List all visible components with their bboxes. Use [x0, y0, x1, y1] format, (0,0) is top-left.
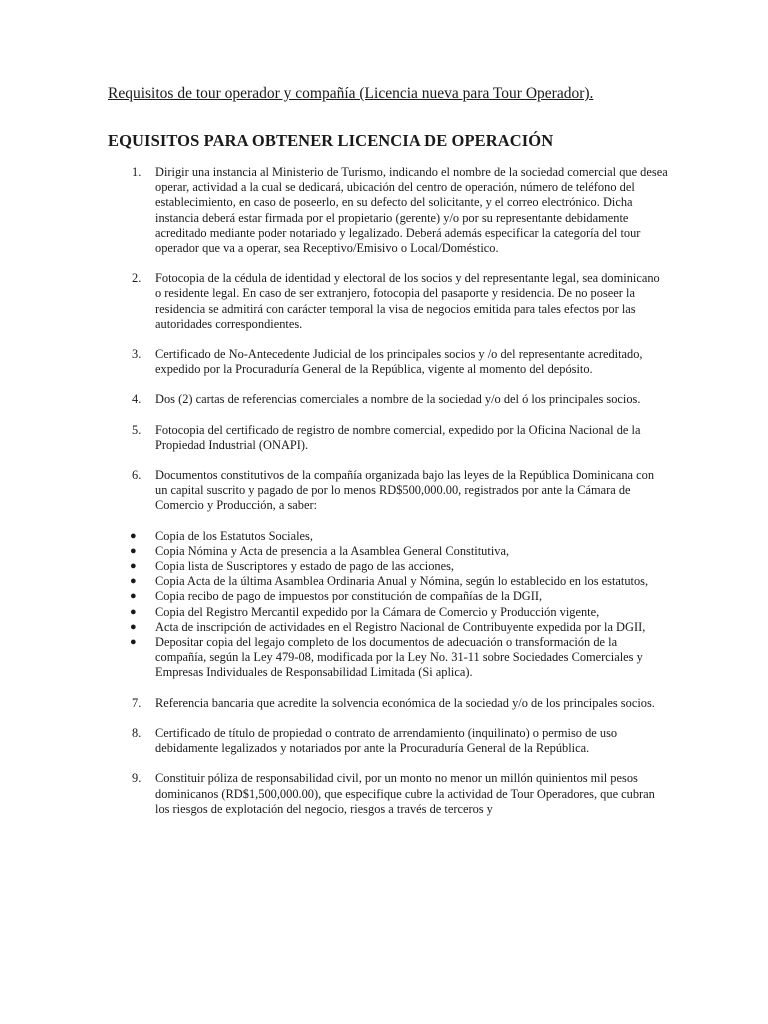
requirement-item-9	[108, 771, 668, 817]
bullet-item	[108, 559, 668, 574]
item-text: Dirigir una instancia al Ministerio de Turismo, indicando el nombre de la sociedad comercial que desea operar, actividad a la cual se dedicará, ubicación del centro de operación, número de teléfono del establecimiento, en caso de poseerlo, en su defecto del solicitante, y el correo electrónico. Dicha instancia deberá estar firmada por el propietario (gerente) y/o por su representante debidamente acreditado mediante poder notariado y legalizado. Deberá además especificar la categoría del tour operador que va a operar, sea Receptivo/Emisivo o Local/Doméstico.	[155, 165, 668, 256]
item-number: 6.	[132, 468, 142, 483]
item-number: 4.	[132, 392, 142, 407]
item-text: Dos (2) cartas de referencias comerciales a nombre de la sociedad y/o del ó los principales socios.	[155, 392, 641, 407]
item-text: Fotocopia del certificado de registro de nombre comercial, expedido por la Oficina Nacional de la Propiedad Industrial (ONAPI).	[155, 422, 641, 452]
bullet-icon: ●	[130, 636, 137, 649]
requirement-item-5	[108, 423, 668, 453]
bullet-text: Copia del Registro Mercantil expedido por la Cámara de Comercio y Producción vigente,	[155, 604, 600, 619]
item-text: Documentos constitutivos de la compañía organizada bajo las leyes de la República Dominicana con un capital suscrito y pagado de por lo menos RD$500,000.00, registrados por ante la Cámara de Comercio y Producción, a saber:	[155, 468, 655, 513]
bullet-text: Copia recibo de pago de impuestos por constitución de compañías de la DGII,	[155, 589, 543, 604]
requirement-item-1	[108, 165, 668, 256]
bullet-text: Copia de los Estatutos Sociales,	[155, 528, 313, 543]
bullet-list	[108, 529, 668, 681]
bullet-item	[108, 620, 668, 635]
bullet-icon: ●	[130, 529, 137, 542]
bullet-item	[108, 635, 668, 681]
item-text: Fotocopia de la cédula de identidad y electoral de los socios y del representante legal, sea dominicano o residente legal. En caso de ser extranjero, fotocopia del pasaporte y residencia. De no poseer la residencia se admitirá con carácter temporal la visa de negocios emitida para tales efectos por las autoridades correspondientes.	[155, 271, 660, 331]
item-number: 3.	[132, 347, 142, 362]
bullet-text: Copia Nómina y Acta de presencia a la Asamblea General Constitutiva,	[155, 543, 510, 558]
document-title: Requisitos de tour operador y compañía (Licencia nueva para Tour Operador).	[108, 85, 594, 102]
item-number: 5.	[132, 422, 142, 437]
item-number: 7.	[132, 695, 142, 710]
bullet-text: Copia lista de Suscriptores y estado de pago de las acciones,	[155, 559, 455, 574]
requirement-item-6	[108, 468, 668, 514]
bullet-icon: ●	[130, 590, 137, 603]
bullet-item	[108, 589, 668, 604]
requirement-item-7	[108, 696, 668, 711]
bullet-item	[108, 529, 668, 544]
requirement-item-8	[108, 726, 668, 756]
bullet-text: Depositar copia del legajo completo de los documentos de adecuación o transformación de la compañía, según la Ley 479-08, modificada por la Ley No. 31-11 sobre Sociedades Comerciales y Empresas Individuales de Responsabilidad Limitada (Si aplica).	[155, 635, 643, 680]
section-heading: EQUISITOS PARA OBTENER LICENCIA DE OPERACIÓN	[108, 131, 554, 150]
bullet-text: Copia Acta de la última Asamblea Ordinaria Anual y Nómina, según lo establecido en los estatutos,	[155, 574, 649, 589]
bullet-item	[108, 574, 668, 589]
bullet-item	[108, 605, 668, 620]
item-text: Constituir póliza de responsabilidad civil, por un monto no menor un millón quinientos mil pesos dominicanos (RD$1,500,000.00), que especifique cubre la actividad de Tour Operadores, que cubran los riesgos de explotación del negocio, riesgos a través de terceros y	[155, 771, 655, 816]
item-number: 1.	[132, 165, 142, 179]
bullet-icon: ●	[130, 620, 137, 633]
bullet-icon: ●	[130, 544, 137, 557]
requirements-list	[108, 165, 668, 817]
item-number: 2.	[132, 271, 142, 286]
requirement-item-4	[108, 392, 668, 407]
item-text: Referencia bancaria que acredite la solvencia económica de la sociedad y/o de los principales socios.	[155, 695, 655, 710]
requirement-item-2	[108, 271, 668, 332]
bullet-text: Acta de inscripción de actividades en el Registro Nacional de Contribuyente expedida por la DGII,	[155, 619, 646, 634]
bullet-icon: ●	[130, 575, 137, 588]
item-text: Certificado de título de propiedad o contrato de arrendamiento (inquilinato) o permiso de uso debidamente legalizados y notariados por ante la Procuraduría General de la República.	[155, 725, 618, 756]
document-page	[108, 84, 668, 817]
requirement-item-3	[108, 347, 668, 377]
item-number: 9.	[132, 771, 142, 786]
bullet-icon: ●	[130, 560, 137, 573]
bullet-icon: ●	[130, 605, 137, 618]
item-number: 8.	[132, 725, 142, 740]
item-text: Certificado de No-Antecedente Judicial de los principales socios y /o del representante acreditado, expedido por la Procuraduría General de la República, vigente al momento del depósito.	[155, 347, 643, 377]
bullet-item	[108, 544, 668, 559]
